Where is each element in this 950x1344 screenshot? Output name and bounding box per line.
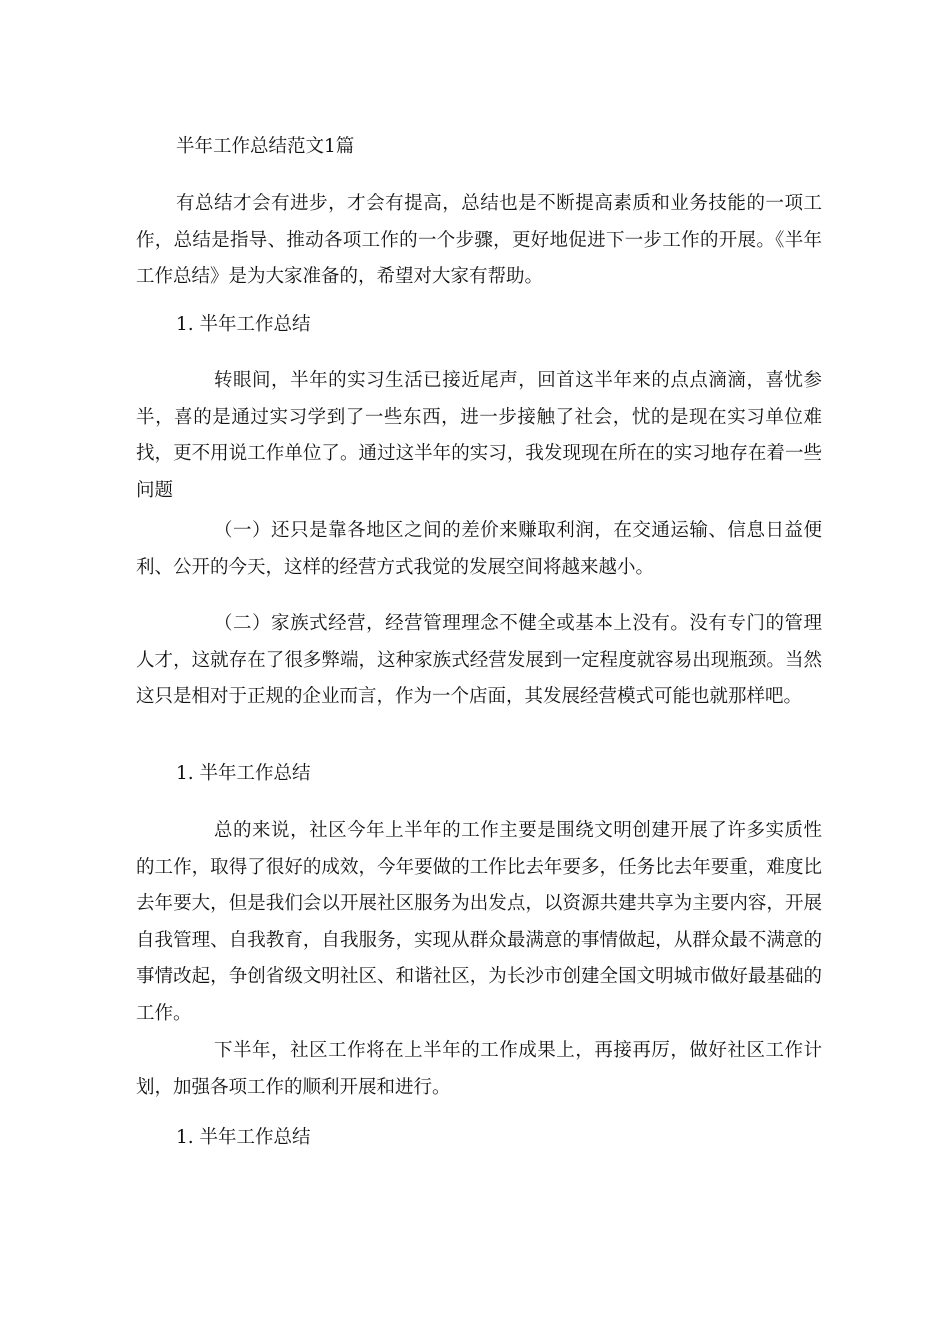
section-heading-2: 1. 半年工作总结 [176, 763, 311, 784]
body-paragraph-4: 总的来说，社区今年上半年的工作主要是围绕文明创建开展了许多实质性的工作，取得了很好的成效，今年要做的工作比去年要多，任务比去年要重，难度比去年要大，但是我们会以开展社区服务为出发点，以资源共建共享为主要内容，开展自我管理、自我教育，自我服务，实现从群众最满意的事情做起，从群众最不满意的事情改起，争创省级文明社区、和谐社区，为长沙市创建全国文明城市做好最基础的工作。 [136, 820, 822, 1024]
section-heading-3: 1. 半年工作总结 [176, 1127, 311, 1148]
section-heading-1: 1. 半年工作总结 [176, 314, 311, 335]
body-paragraph-5: 下半年，社区工作将在上半年的工作成果上，再接再厉，做好社区工作计划，加强各项工作的顺利开展和进行。 [136, 1040, 822, 1098]
document-title: 半年工作总结范文1篇 [176, 136, 355, 157]
intro-paragraph: 有总结才会有进步，才会有提高，总结也是不断提高素质和业务技能的一项工作，总结是指导、推动各项工作的一个步骤，更好地促进下一步工作的开展。《半年工作总结》是为大家准备的，希望对大家有帮助。 [136, 193, 822, 287]
body-paragraph-3: （二）家族式经营，经营管理理念不健全或基本上没有。没有专门的管理人才，这就存在了很多弊端，这种家族式经营发展到一定程度就容易出现瓶颈。当然这只是相对于正规的企业而言，作为一个店面，其发展经营模式可能也就那样吧。 [136, 613, 822, 707]
body-paragraph-1: 转眼间，半年的实习生活已接近尾声，回首这半年来的点点滴滴，喜忧参半，喜的是通过实习学到了一些东西，进一步接触了社会，忧的是现在实习单位难找，更不用说工作单位了。通过这半年的实习，我发现现在所在的实习地存在着一些问题 [136, 370, 822, 501]
body-paragraph-2: （一）还只是靠各地区之间的差价来赚取利润，在交通运输、信息日益便利、公开的今天，这样的经营方式我觉的发展空间将越来越小。 [136, 520, 822, 578]
